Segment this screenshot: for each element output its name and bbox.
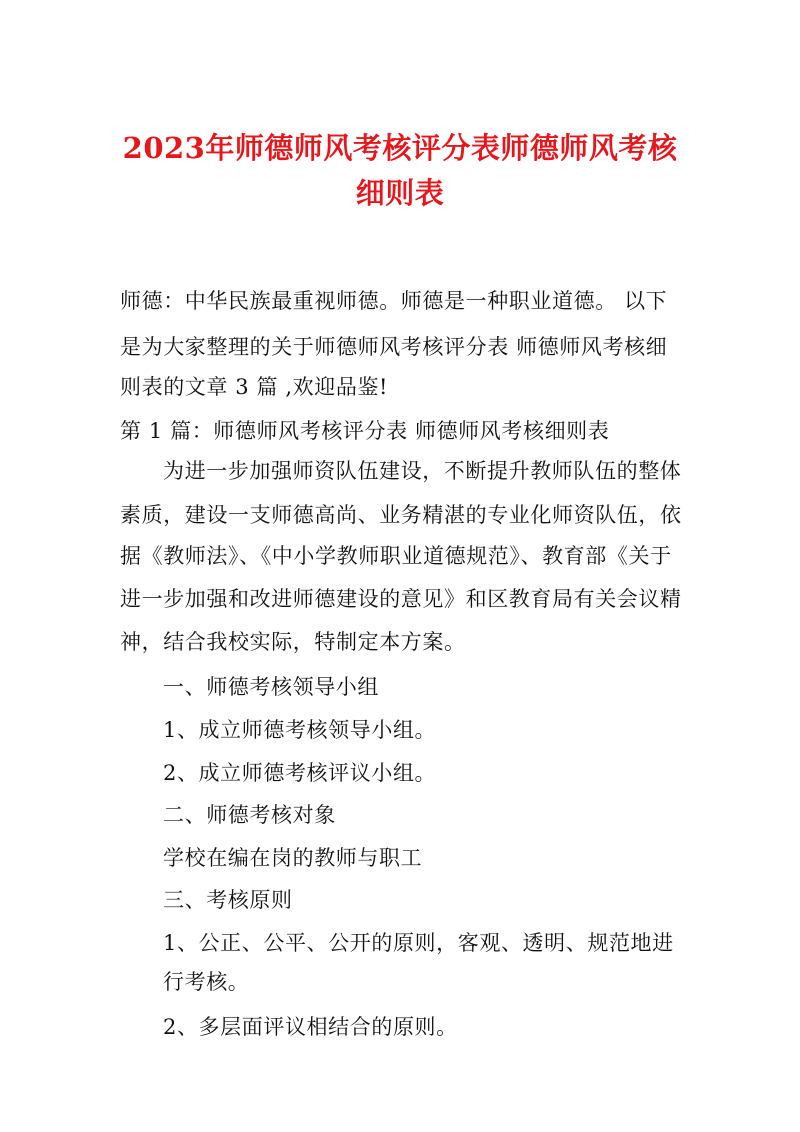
intro-line-3: 则表的文章 3 篇 ,欢迎品鉴! bbox=[120, 375, 389, 399]
section-1-item-1: 1、成立师德考核领导小组。 bbox=[163, 718, 437, 742]
section-1-heading: 一、师德考核领导小组 bbox=[163, 675, 379, 699]
section-3-item-1-line-2: 行考核。 bbox=[163, 970, 250, 994]
paragraph-line-2: 素质，建设一支师德高尚、业务精湛的专业化师资队伍，依 bbox=[120, 503, 682, 527]
paragraph-line-5: 神，结合我校实际，特制定本方案。 bbox=[120, 630, 466, 654]
chapter-heading: 第 1 篇：师德师风考核评分表 师德师风考核细则表 bbox=[120, 419, 610, 443]
section-3-item-1-line-1: 1、公正、公平、公开的原则，客观、透明、规范地进 bbox=[163, 931, 674, 955]
paragraph-line-1: 为进一步加强师资队伍建设，不断提升教师队伍的整体 bbox=[163, 459, 682, 483]
paragraph-line-3: 据《教师法》、《中小学教师职业道德规范》、教育部《关于 bbox=[120, 544, 672, 568]
document-title-line-1: 2023年师德师风考核评分表师德师风考核 bbox=[122, 131, 678, 165]
intro-line-2: 是为大家整理的关于师德师风考核评分表 师德师风考核细 bbox=[120, 335, 668, 359]
section-2-text: 学校在编在岗的教师与职工 bbox=[163, 846, 423, 870]
section-3-heading: 三、考核原则 bbox=[163, 888, 293, 912]
section-2-heading: 二、师德考核对象 bbox=[163, 803, 336, 827]
section-1-item-2: 2、成立师德考核评议小组。 bbox=[163, 761, 437, 785]
paragraph-line-4: 进一步加强和改进师德建设的意见》和区教育局有关会议精 bbox=[120, 587, 682, 611]
document-title-line-2: 细则表 bbox=[355, 176, 445, 210]
section-3-item-2: 2、多层面评议相结合的原则。 bbox=[163, 1015, 458, 1039]
intro-line-1: 师德：中华民族最重视师德。师德是一种职业道德。 以下 bbox=[120, 289, 668, 313]
